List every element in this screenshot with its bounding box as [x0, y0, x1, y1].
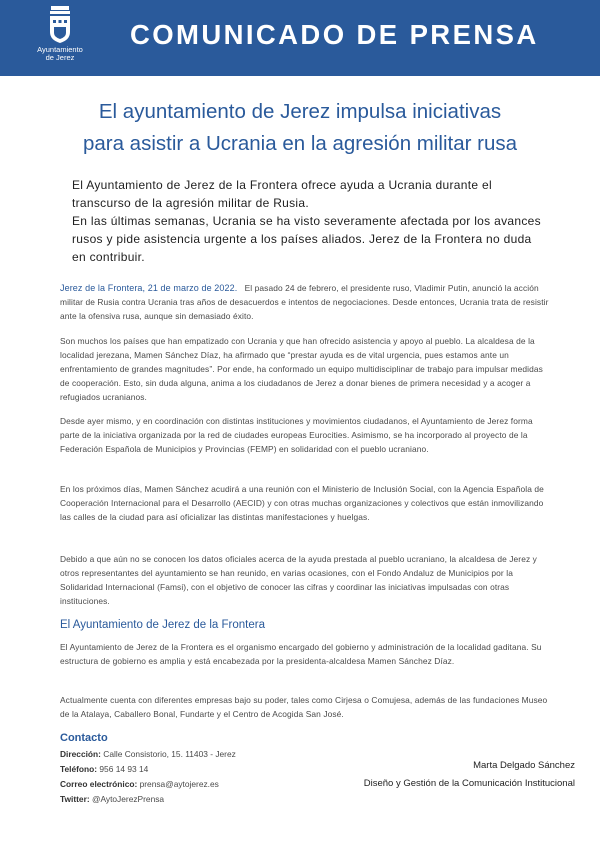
- phone-value: 956 14 93 14: [97, 764, 149, 774]
- address-value: Calle Consistorio, 15. 11403 - Jerez: [100, 749, 236, 759]
- contact-title: Contacto: [60, 732, 108, 744]
- body-paragraph-3: [60, 414, 550, 456]
- logo-line-1: Ayuntamiento: [37, 45, 83, 54]
- body-paragraph-2: [60, 334, 550, 404]
- coat-of-arms-icon: [47, 6, 73, 44]
- contact-phone: [60, 762, 236, 777]
- logo-line-2: de Jerez: [45, 53, 75, 62]
- headline-line-2: para asistir a Ucrania en la agresión militar rusa: [82, 132, 518, 155]
- contact-twitter: [60, 792, 236, 807]
- about-text-2: Actualmente cuenta con diferentes empresas bajo su poder, tales como Cirjesa o Comujesa, además de las fundaciones Museo de la Atalaya, Caballero Bonal, Fundarte y el Centro de Acogida San José.: [60, 695, 548, 719]
- body-text-2: Son muchos los países que han empatizado con Ucrania y que han ofrecido asistencia y apoyo al pueblo. La alcaldesa de la localidad jerezana, Mamen Sánchez Díaz, ha afirmado que “prestar ayuda es de vital urgencia, pues estamos ante un enfrentamiento de grandes magnitudes”. Por ende, ha conformado un equipo multidisciplinar de trabajo para impulsar medidas de cooperación. Esto, sin duda alguna, anima a los ciudadanos de Jerez a donar bienes de primera necesidad y a acoger a refugiados ucranianos.: [60, 336, 543, 402]
- header-banner: [0, 0, 600, 76]
- headline-line-1: El ayuntamiento de Jerez impulsa iniciativas: [98, 100, 502, 123]
- contact-address: [60, 747, 236, 762]
- email-label: Correo electrónico:: [60, 779, 138, 789]
- lead-summary: [72, 176, 542, 266]
- body-text-1: El pasado 24 de febrero, el presidente ruso, Vladimir Putin, anunció la acción militar de Rusia contra Ucrania tras años de desacuerdos e intentos de negociaciones. Desde entonces, Ucrania trata de resistir ante la ofensiva rusa, aunque sin demasiado éxito.: [60, 283, 549, 321]
- about-section-title: El Ayuntamiento de Jerez de la Frontera: [60, 619, 265, 631]
- dateline: Jerez de la Frontera, 21 de marzo de 2022.: [60, 283, 238, 293]
- lead-paragraph-2: En las últimas semanas, Ucrania se ha visto severamente afectada por los avances rusos y pide asistencia urgente a los países aliados. Jerez de la Frontera no duda en contribuir.: [72, 214, 541, 264]
- about-text-1: El Ayuntamiento de Jerez de la Frontera es el organismo encargado del gobierno y administración de la localidad gaditana. Su estructura de gobierno es amplia y está encabezada por la presidenta-alcaldesa Mamen Sánchez Díaz.: [60, 642, 542, 666]
- about-paragraph-1: [60, 640, 550, 668]
- body-text-3: Desde ayer mismo, y en coordinación con distintas instituciones y movimientos ciudadanos, el Ayuntamiento de Jerez forma parte de la iniciativa organizada por la red de ciudades europeas Eurocities. Asimismo, se ha incorporado al proyecto de la Federación Española de Municipios y Provincias (FEMP) en solidaridad con el pueblo ucraniano.: [60, 416, 533, 454]
- city-logo: [27, 6, 93, 72]
- press-release-title: COMUNICADO DE PRENSA: [130, 19, 539, 50]
- lead-paragraph-1: El Ayuntamiento de Jerez de la Frontera ofrece ayuda a Ucrania durante el transcurso de la agresión militar de Rusia.: [72, 178, 492, 210]
- twitter-value[interactable]: @AytoJerezPrensa: [89, 794, 165, 804]
- about-paragraph-2: [60, 693, 550, 721]
- body-paragraph-1: [60, 281, 550, 323]
- headline: [30, 96, 570, 160]
- contact-list: [60, 747, 236, 807]
- body-paragraph-5: [60, 552, 550, 608]
- email-value[interactable]: prensa@aytojerez.es: [137, 779, 219, 789]
- phone-label: Teléfono:: [60, 764, 98, 774]
- contact-email: [60, 777, 236, 792]
- signature-role: Diseño y Gestión de la Comunicación Institucional: [363, 778, 575, 789]
- body-text-4: En los próximos días, Mamen Sánchez acudirá a una reunión con el Ministerio de Inclusión Social, con la Agencia Española de Cooperación Internacional para el Desarrollo (AECID) y con otras muchas organizaciones y colectivos que están inmovilizando las calles de la ciudad para así oficializar las distintas manifestaciones y huelgas.: [60, 484, 544, 522]
- signature-block: [364, 757, 575, 793]
- address-label: Dirección:: [60, 749, 101, 759]
- body-text-5: Debido a que aún no se conocen los datos oficiales acerca de la ayuda prestada al pueblo ucraniano, la alcaldesa de Jerez y otros representantes del ayuntamiento se han reunido, en varias ocasiones, con el Fondo Andaluz de Municipios por la Solidaridad Internacional (Famsi), con el objetivo de conocer las cifras y coordinar las iniciativas impulsadas con otras instituciones.: [60, 554, 537, 606]
- signature-name: Marta Delgado Sánchez: [473, 760, 575, 771]
- twitter-label: Twitter:: [60, 794, 90, 804]
- body-paragraph-4: [60, 482, 550, 524]
